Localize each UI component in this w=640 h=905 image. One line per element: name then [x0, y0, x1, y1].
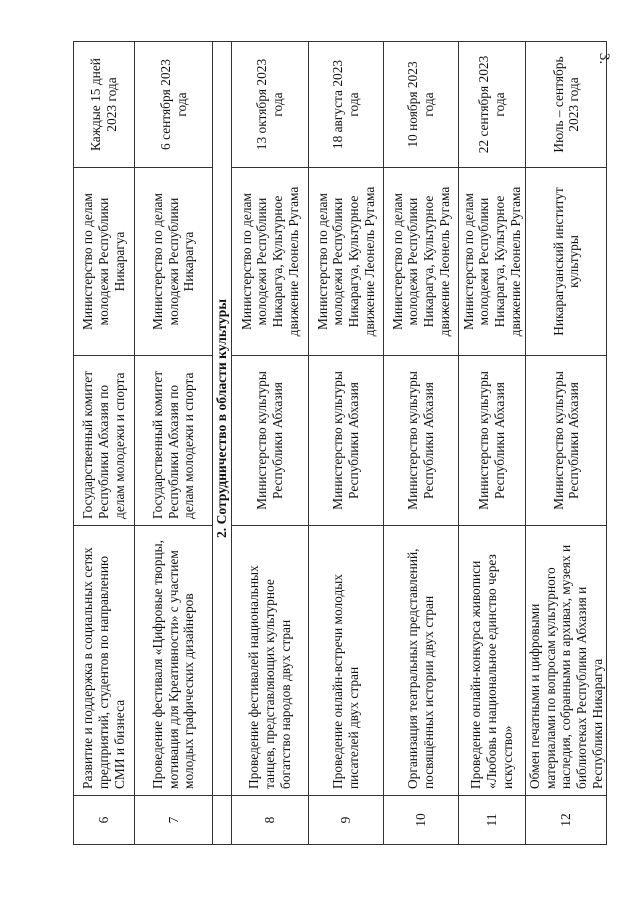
abkhazia-executor-cell: Министерство культуры Республики Абхазия: [232, 356, 309, 526]
event-cell: Проведение онлайн-конкурса живописи «Любовь и национальное единство через искусство»: [459, 526, 526, 796]
section-number-cell: [213, 796, 232, 845]
table-row: [384, 42, 459, 845]
event-cell: Развитие и поддержка в социальных сетях предприятий, студентов по направлению СМИ и бизнеса: [74, 526, 135, 796]
row-number: 10: [384, 796, 459, 845]
date-cell: 10 ноября 2023 года: [384, 42, 459, 168]
abkhazia-executor-cell: Министерство культуры Республики Абхазия: [459, 356, 526, 526]
table-row: [459, 42, 526, 845]
nicaragua-executor-cell: Министерство по делам молодежи Республики Никарагуа, Культурное движение Леонель Ругама: [309, 168, 384, 356]
row-number: 11: [459, 796, 526, 845]
table-row: [135, 42, 213, 845]
nicaragua-executor-cell: Министерство по делам молодежи Республики Никарагуа, Культурное движение Леонель Ругама: [459, 168, 526, 356]
abkhazia-executor-cell: Государственный комитет Республики Абхазия по делам молодежи и спорта: [74, 356, 135, 526]
date-cell: 22 сентября 2023 года: [459, 42, 526, 168]
page-number: 3.: [596, 52, 613, 65]
nicaragua-executor-cell: Министерство по делам молодежи Республики Никарагуа, Культурное движение Леонель Ругама: [232, 168, 309, 356]
section-title: 2. Сотрудничество в области культуры: [213, 42, 232, 796]
date-cell: 6 сентября 2023 года: [135, 42, 213, 168]
nicaragua-executor-cell: Министерство по делам молодежи Республики Никарагуа: [74, 168, 135, 356]
nicaragua-executor-cell: Министерство по делам молодежи Республики Никарагуа, Культурное движение Леонель Ругама: [384, 168, 459, 356]
event-cell: Проведение фестивалей национальных танцев, представляющих культурное богатство народов двух стран: [232, 526, 309, 796]
date-cell: 13 октября 2023 года: [232, 42, 309, 168]
nicaragua-executor-cell: Министерство по делам молодежи Республики Никарагуа: [135, 168, 213, 356]
table-row: [232, 42, 309, 845]
cooperation-plan-table: [73, 41, 607, 845]
row-number: 6: [74, 796, 135, 845]
event-cell: Организация театральных представлений, посвящённых истории двух стран: [384, 526, 459, 796]
event-cell: Проведение фестиваля «Цифровые творцы, мотивация для Креативности» с участием молодых графических дизайнеров: [135, 526, 213, 796]
nicaragua-executor-cell: Никарагуанский институт культуры: [526, 168, 607, 356]
row-number: 8: [232, 796, 309, 845]
abkhazia-executor-cell: Министерство культуры Республики Абхазия: [309, 356, 384, 526]
abkhazia-executor-cell: Государственный комитет Республики Абхазия по делам молодежи и спорта: [135, 356, 213, 526]
rotated-page-content: [73, 42, 605, 845]
abkhazia-executor-cell: Министерство культуры Республики Абхазия: [384, 356, 459, 526]
table-row: [309, 42, 384, 845]
date-cell: Июль – сентябрь 2023 года: [526, 42, 607, 168]
date-cell: 18 августа 2023 года: [309, 42, 384, 168]
event-cell: Обмен печатными и цифровыми материалами по вопросам культурного наследия, собранными в архивах, музеях и библиотеках Республики Абхазия и Республики Никарагуа: [526, 526, 607, 796]
section-row: [213, 42, 232, 845]
row-number: 12: [526, 796, 607, 845]
row-number: 7: [135, 796, 213, 845]
abkhazia-executor-cell: Министерство культуры Республики Абхазия: [526, 356, 607, 526]
event-cell: Проведение онлайн-встречи молодых писателей двух стран: [309, 526, 384, 796]
date-cell: Каждые 15 дней 2023 года: [74, 42, 135, 168]
table-row: [526, 42, 607, 845]
row-number: 9: [309, 796, 384, 845]
table-row: [74, 42, 135, 845]
